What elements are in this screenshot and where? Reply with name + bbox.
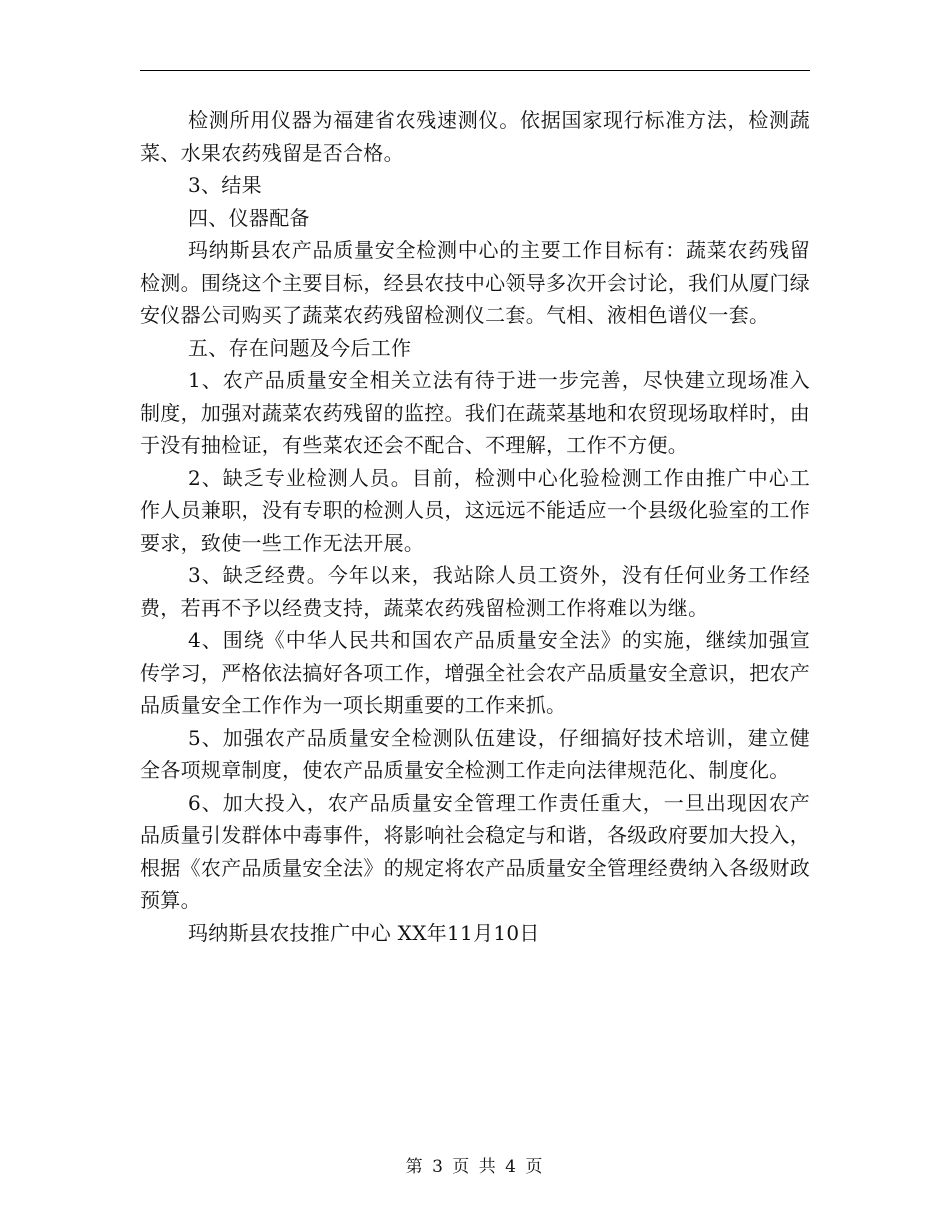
heading-results: 3、结果 [188, 173, 262, 197]
paragraph-item-5: 5、加强农产品质量安全检测队伍建设，仔细搞好技术培训，建立健全各项规章制度，使农产品质量安全检测工作走向法律规范化、制度化。 [140, 725, 810, 782]
paragraph-item-1: 1、农产品质量安全相关立法有待于进一步完善，尽快建立现场准入制度，加强对蔬菜农药残留的监控。我们在蔬菜基地和农贸现场取样时，由于没有抽检证，有些菜农还会不配合、不理解，工作不方便。 [140, 368, 810, 457]
paragraph-item-6: 6、加大投入，农产品质量安全管理工作责任重大，一旦出现因农产品质量引发群体中毒事件，将影响社会稳定与和谐，各级政府要加大投入，根据《农产品质量安全法》的规定将农产品质量安全管理经费纳入各级财政预算。 [140, 790, 810, 912]
page-number: 第 3 页 共 4 页 [405, 1157, 545, 1177]
header-rule [140, 70, 810, 71]
paragraph-equipment: 玛纳斯县农产品质量安全检测中心的主要工作目标有：蔬菜农药残留检测。围绕这个主要目标，经县农技中心领导多次开会讨论，我们从厦门绿安仪器公司购买了蔬菜农药残留检测仪二套。气相、液相色谱仪一套。 [140, 238, 810, 327]
paragraph-item-3: 3、缺乏经费。今年以来，我站除人员工资外，没有任何业务工作经费，若再不予以经费支持，蔬菜农药残留检测工作将难以为继。 [140, 563, 810, 620]
page-footer [0, 1152, 950, 1177]
heading-equipment: 四、仪器配备 [188, 205, 310, 230]
paragraph-item-2: 2、缺乏专业检测人员。目前，检测中心化验检测工作由推广中心工作人员兼职，没有专职的检测人员，这远远不能适应一个县级化验室的工作要求，致使一些工作无法开展。 [140, 465, 810, 555]
heading-problems-future-work: 五、存在问题及今后工作 [188, 335, 412, 360]
document-body [140, 104, 810, 949]
paragraph-item-4: 4、围绕《中华人民共和国农产品质量安全法》的实施，继续加强宣传学习，严格依法搞好各项工作，增强全社会农产品质量安全意识，把农产品质量安全工作作为一项长期重要的工作来抓。 [140, 628, 810, 717]
signature-date-line: 玛纳斯县农技推广中心 XX年11月10日 [188, 920, 540, 945]
paragraph-instruments-used: 检测所用仪器为福建省农残速测仪。依据国家现行标准方法，检测蔬菜、水果农药残留是否合格。 [140, 108, 810, 165]
